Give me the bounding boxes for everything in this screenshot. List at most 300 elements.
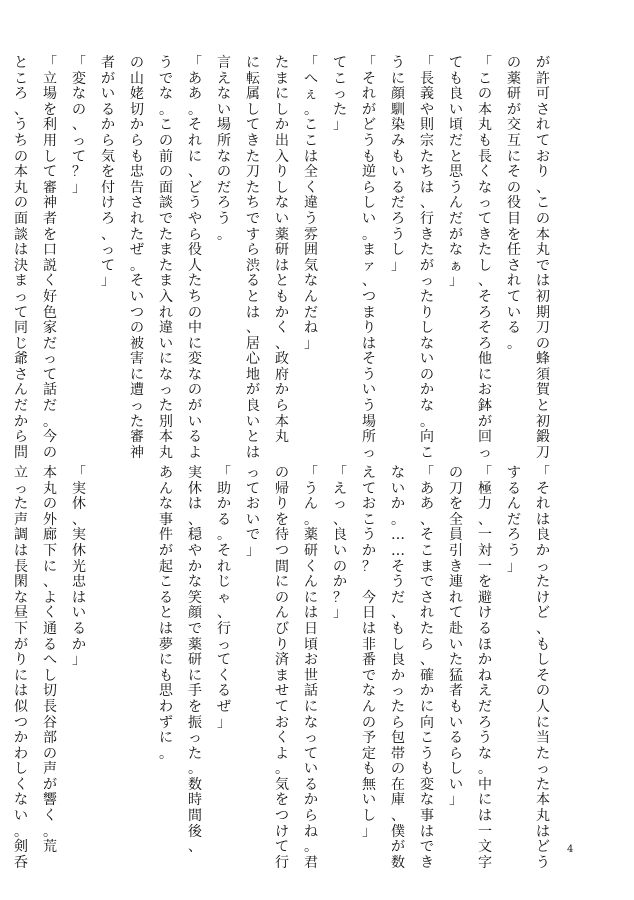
glyph: な — [188, 366, 202, 383]
glyph: 「 — [43, 55, 57, 71]
glyph: れ — [188, 132, 202, 149]
glyph: け — [478, 605, 492, 622]
glyph: の — [333, 558, 347, 575]
glyph — [0, 165, 3, 181]
glyph: ま — [159, 273, 173, 290]
glyph: で — [536, 257, 550, 274]
glyph: れ — [449, 589, 463, 606]
glyph: 互 — [507, 132, 521, 149]
glyph — [0, 118, 3, 134]
glyph: 非 — [362, 636, 376, 653]
glyph: 昼 — [14, 605, 28, 622]
glyph: 」 — [333, 117, 347, 134]
glyph: 。 — [478, 761, 492, 778]
glyph: が — [159, 542, 173, 559]
glyph: る — [246, 273, 260, 290]
glyph: と — [159, 605, 173, 622]
glyph: 渋 — [246, 257, 260, 274]
glyph: つ — [275, 808, 289, 825]
glyph: い — [449, 776, 463, 793]
glyph: 気 — [275, 776, 289, 793]
glyph: か — [188, 558, 202, 575]
text-column — [532, 465, 554, 871]
glyph: 」 — [72, 652, 86, 669]
glyph: だ — [43, 398, 57, 415]
glyph: そ — [217, 542, 231, 559]
text-column — [300, 56, 322, 428]
glyph: 。 — [507, 335, 521, 352]
glyph: 本 — [14, 164, 28, 181]
glyph: 時 — [188, 792, 202, 809]
glyph: い — [14, 808, 28, 825]
glyph: 研 — [275, 242, 289, 259]
glyph: い — [130, 288, 144, 305]
glyph: 。 — [188, 761, 202, 778]
glyph: い — [362, 210, 376, 227]
glyph: 場 — [362, 413, 376, 430]
glyph: 。 — [188, 101, 202, 118]
text-column — [416, 465, 438, 871]
glyph: 声 — [14, 511, 28, 528]
glyph: 別 — [159, 413, 173, 430]
glyph: 良 — [246, 398, 260, 415]
glyph: 一 — [478, 823, 492, 840]
glyph: こ — [362, 511, 376, 528]
glyph: だ — [391, 589, 405, 606]
glyph: て — [72, 148, 86, 165]
glyph: 可 — [536, 86, 550, 103]
glyph: か — [14, 413, 28, 430]
glyph: ま — [14, 273, 28, 290]
glyph: 地 — [246, 366, 260, 383]
glyph: の — [188, 382, 202, 399]
glyph: 予 — [362, 730, 376, 747]
glyph: は — [304, 148, 318, 165]
glyph: ん — [304, 288, 318, 305]
glyph: り — [14, 652, 28, 669]
glyph — [0, 103, 3, 119]
glyph: じ — [217, 574, 231, 591]
glyph: て — [478, 210, 492, 227]
glyph: 神 — [130, 444, 144, 461]
glyph: を — [275, 792, 289, 809]
glyph: 丸 — [275, 429, 289, 446]
glyph: 雰 — [304, 226, 318, 243]
glyph: る — [188, 429, 202, 446]
glyph: っ — [72, 132, 86, 149]
glyph: も — [536, 636, 550, 653]
glyph: る — [217, 511, 231, 528]
glyph: 談 — [159, 195, 173, 212]
glyph: 休 — [72, 542, 86, 559]
glyph: た — [420, 620, 434, 637]
glyph: 回 — [478, 429, 492, 446]
glyph: に — [43, 558, 57, 575]
glyph: て — [43, 164, 57, 181]
glyph: て — [14, 304, 28, 321]
glyph: つ — [362, 288, 376, 305]
glyph: 本 — [536, 792, 550, 809]
glyph: が — [449, 226, 463, 243]
glyph: 思 — [449, 164, 463, 181]
glyph: な — [304, 714, 318, 731]
glyph: 囲 — [304, 242, 318, 259]
glyph: 全 — [449, 511, 463, 528]
glyph: う — [391, 226, 405, 243]
glyph: 」 — [362, 823, 376, 840]
glyph: 期 — [536, 304, 550, 321]
glyph: 日 — [362, 605, 376, 622]
glyph: あ — [188, 86, 202, 103]
glyph: か — [275, 117, 289, 134]
glyph: の — [43, 444, 57, 461]
glyph: さ — [14, 366, 28, 383]
glyph: 済 — [275, 652, 289, 669]
glyph: お — [246, 496, 260, 513]
glyph: に — [478, 366, 492, 383]
glyph: 助 — [217, 480, 231, 497]
glyph: ち — [188, 288, 202, 305]
glyph: 後 — [188, 823, 202, 840]
text-column — [445, 56, 467, 428]
glyph: 害 — [130, 351, 144, 368]
glyph: か — [362, 542, 376, 559]
glyph: ろ — [507, 527, 521, 544]
glyph: 中 — [188, 320, 202, 337]
glyph: 刀 — [246, 164, 260, 181]
glyph: 、 — [72, 511, 86, 528]
glyph: て — [449, 55, 463, 71]
glyph: 刀 — [449, 480, 463, 497]
glyph: た — [14, 496, 28, 513]
glyph: ぜ — [130, 242, 144, 259]
text-column — [503, 56, 525, 428]
glyph — [0, 134, 3, 150]
glyph: う — [362, 398, 376, 415]
glyph: く — [43, 808, 57, 825]
glyph: っ — [188, 730, 202, 747]
glyph: か — [14, 730, 28, 747]
glyph: は — [14, 542, 28, 559]
glyph: が — [43, 776, 57, 793]
glyph: な — [217, 86, 231, 103]
glyph: こ — [478, 70, 492, 87]
glyph: 告 — [130, 179, 144, 196]
text-column — [387, 465, 409, 871]
glyph: い — [362, 792, 376, 809]
glyph: て — [333, 55, 347, 71]
glyph: じ — [14, 335, 28, 352]
glyph: が — [420, 257, 434, 274]
glyph: 宗 — [420, 132, 434, 149]
glyph: 政 — [275, 351, 289, 368]
glyph: い — [101, 86, 115, 103]
glyph: っ — [478, 444, 492, 461]
glyph: に — [14, 667, 28, 684]
glyph: っ — [536, 761, 550, 778]
glyph: だ — [449, 132, 463, 149]
glyph: 帰 — [275, 480, 289, 497]
glyph: を — [507, 226, 521, 243]
glyph: か — [275, 304, 289, 321]
glyph: 刀 — [536, 444, 550, 461]
glyph: 。 — [14, 823, 28, 840]
glyph: そ — [362, 70, 376, 87]
text-column — [213, 56, 235, 428]
glyph: に — [159, 652, 173, 669]
glyph: は — [536, 823, 550, 840]
glyph: 話 — [304, 683, 318, 700]
glyph: 行 — [275, 854, 289, 871]
glyph: な — [420, 792, 434, 809]
glyph: く — [478, 164, 492, 181]
glyph: だ — [304, 304, 318, 321]
glyph: こ — [420, 444, 434, 461]
glyph: に — [478, 792, 492, 809]
glyph: の — [420, 366, 434, 383]
glyph: こ — [536, 195, 550, 212]
glyph: の — [536, 683, 550, 700]
text-column — [184, 465, 206, 856]
glyph: の — [159, 132, 173, 149]
glyph: う — [14, 117, 28, 134]
glyph: な — [420, 398, 434, 415]
glyph: の — [275, 465, 289, 481]
glyph: な — [159, 366, 173, 383]
glyph: 本 — [275, 413, 289, 430]
glyph: わ — [14, 745, 28, 762]
glyph: 休 — [188, 480, 202, 497]
glyph: こ — [420, 730, 434, 747]
glyph: し — [43, 148, 57, 165]
glyph — [358, 575, 380, 591]
glyph: 君 — [304, 854, 318, 871]
glyph: ろ — [478, 335, 492, 352]
glyph: 声 — [43, 761, 57, 778]
glyph: 今 — [43, 429, 57, 446]
glyph: 丸 — [478, 117, 492, 134]
glyph: っ — [333, 86, 347, 103]
text-column — [68, 466, 90, 838]
glyph: っ — [391, 683, 405, 700]
glyph: を — [478, 574, 492, 591]
glyph: か — [478, 652, 492, 669]
glyph: く — [304, 179, 318, 196]
glyph: わ — [159, 698, 173, 715]
glyph: 審 — [130, 429, 144, 446]
glyph: く — [304, 558, 318, 575]
glyph: 確 — [420, 667, 434, 684]
glyph: 切 — [130, 101, 144, 118]
glyph: か — [304, 792, 318, 809]
glyph: 、 — [536, 179, 550, 196]
glyph: た — [275, 55, 289, 71]
text-column — [97, 56, 119, 428]
glyph: 、 — [275, 335, 289, 352]
glyph: ら — [130, 132, 144, 149]
glyph: っ — [14, 480, 28, 497]
glyph: な — [14, 792, 28, 809]
glyph: て — [362, 480, 376, 497]
glyph: ん — [159, 480, 173, 497]
glyph: ら — [275, 398, 289, 415]
glyph: の — [217, 164, 231, 181]
glyph: 居 — [246, 335, 260, 352]
glyph: お — [362, 496, 376, 513]
glyph: 長 — [14, 558, 28, 575]
glyph: 」 — [391, 257, 405, 274]
glyph: 問 — [14, 444, 28, 461]
glyph: は — [420, 179, 434, 196]
glyph: ろ — [14, 86, 28, 103]
glyph: の — [507, 55, 521, 71]
glyph: 顔 — [188, 605, 202, 622]
glyph: 色 — [43, 304, 57, 321]
glyph: ろ — [391, 210, 405, 227]
glyph: 薬 — [188, 636, 202, 653]
glyph: そ — [362, 351, 376, 368]
glyph: 、 — [333, 511, 347, 528]
glyph: そ — [536, 667, 550, 684]
glyph: る — [159, 589, 173, 606]
glyph: 日 — [304, 620, 318, 637]
glyph: は — [304, 605, 318, 622]
glyph: 面 — [159, 179, 173, 196]
glyph: い — [507, 304, 521, 321]
glyph: 良 — [449, 86, 463, 103]
glyph: け — [275, 823, 289, 840]
glyph: へ — [304, 70, 318, 87]
glyph: 丸 — [14, 179, 28, 196]
glyph: を — [43, 101, 57, 118]
glyph: 心 — [246, 351, 260, 368]
glyph: 休 — [72, 496, 86, 513]
glyph: 長 — [478, 148, 492, 165]
glyph: し — [536, 652, 550, 669]
glyph: も — [159, 667, 173, 684]
glyph: て — [101, 257, 115, 274]
glyph: で — [420, 839, 434, 856]
glyph: 無 — [362, 776, 376, 793]
text-column — [271, 55, 293, 446]
glyph: り — [420, 304, 434, 321]
glyph: 通 — [43, 620, 57, 637]
glyph: る — [449, 730, 463, 747]
glyph: 振 — [188, 714, 202, 731]
glyph: 用 — [43, 132, 57, 149]
glyph: そ — [536, 480, 550, 497]
glyph: 行 — [420, 210, 434, 227]
glyph: て — [217, 652, 231, 669]
glyph: の — [507, 179, 521, 196]
glyph: 下 — [14, 620, 28, 637]
glyph: な — [304, 273, 318, 290]
glyph: 、 — [72, 117, 86, 134]
glyph: に — [159, 730, 173, 747]
glyph: 。 — [130, 257, 144, 274]
glyph: 夢 — [159, 636, 173, 653]
glyph: 今 — [362, 589, 376, 606]
glyph: て — [246, 117, 260, 134]
glyph: 穏 — [188, 527, 202, 544]
glyph: し — [275, 179, 289, 196]
glyph: し — [14, 761, 28, 778]
glyph: な — [217, 148, 231, 165]
glyph: れ — [159, 304, 173, 321]
glyph: で — [188, 620, 202, 637]
text-column — [10, 465, 32, 871]
glyph: の — [130, 320, 144, 337]
glyph: 、 — [188, 511, 202, 528]
glyph — [0, 56, 3, 72]
glyph: は — [246, 444, 260, 461]
glyph: 属 — [246, 86, 260, 103]
glyph: し — [391, 636, 405, 653]
glyph: い — [304, 761, 318, 778]
glyph: た — [391, 698, 405, 715]
glyph: う — [188, 195, 202, 212]
glyph: 「 — [362, 55, 376, 71]
glyph: ァ — [362, 257, 376, 274]
glyph: 、 — [188, 164, 202, 181]
glyph: 、 — [478, 511, 492, 528]
glyph: た — [420, 288, 434, 305]
glyph: か — [130, 117, 144, 134]
glyph: こ — [14, 70, 28, 87]
glyph: お — [478, 382, 492, 399]
glyph: し — [275, 101, 289, 118]
glyph: る — [304, 776, 318, 793]
glyph: 件 — [159, 527, 173, 544]
glyph: 賀 — [536, 382, 550, 399]
glyph: り — [275, 636, 289, 653]
glyph: ら — [101, 132, 115, 149]
glyph: 初 — [536, 288, 550, 305]
glyph: ど — [536, 605, 550, 622]
glyph: 。 — [159, 101, 173, 118]
glyph: た — [188, 745, 202, 762]
glyph: よ — [275, 745, 289, 762]
glyph: で — [246, 210, 260, 227]
glyph: こ — [333, 70, 347, 87]
glyph: 頃 — [449, 117, 463, 134]
glyph: っ — [536, 558, 550, 575]
glyph: そ — [507, 164, 521, 181]
glyph: ま — [275, 70, 289, 87]
glyph: ら — [362, 179, 376, 196]
glyph: 山 — [130, 70, 144, 87]
glyph: 「 — [478, 55, 492, 71]
glyph: が — [507, 101, 521, 118]
glyph: み — [391, 132, 405, 149]
glyph: る — [101, 101, 115, 118]
glyph: う — [536, 854, 550, 871]
glyph: と — [14, 55, 28, 71]
glyph: な — [159, 86, 173, 103]
glyph: た — [536, 745, 550, 762]
glyph: も — [478, 132, 492, 149]
glyph: が — [101, 70, 115, 87]
glyph: 「 — [217, 465, 231, 481]
glyph: 目 — [507, 210, 521, 227]
glyph — [0, 72, 3, 88]
glyph: 思 — [159, 683, 173, 700]
glyph: つ — [275, 542, 289, 559]
glyph: に — [507, 148, 521, 165]
glyph: 、 — [246, 320, 260, 337]
glyph: あ — [420, 480, 434, 497]
glyph: 「 — [304, 55, 318, 71]
